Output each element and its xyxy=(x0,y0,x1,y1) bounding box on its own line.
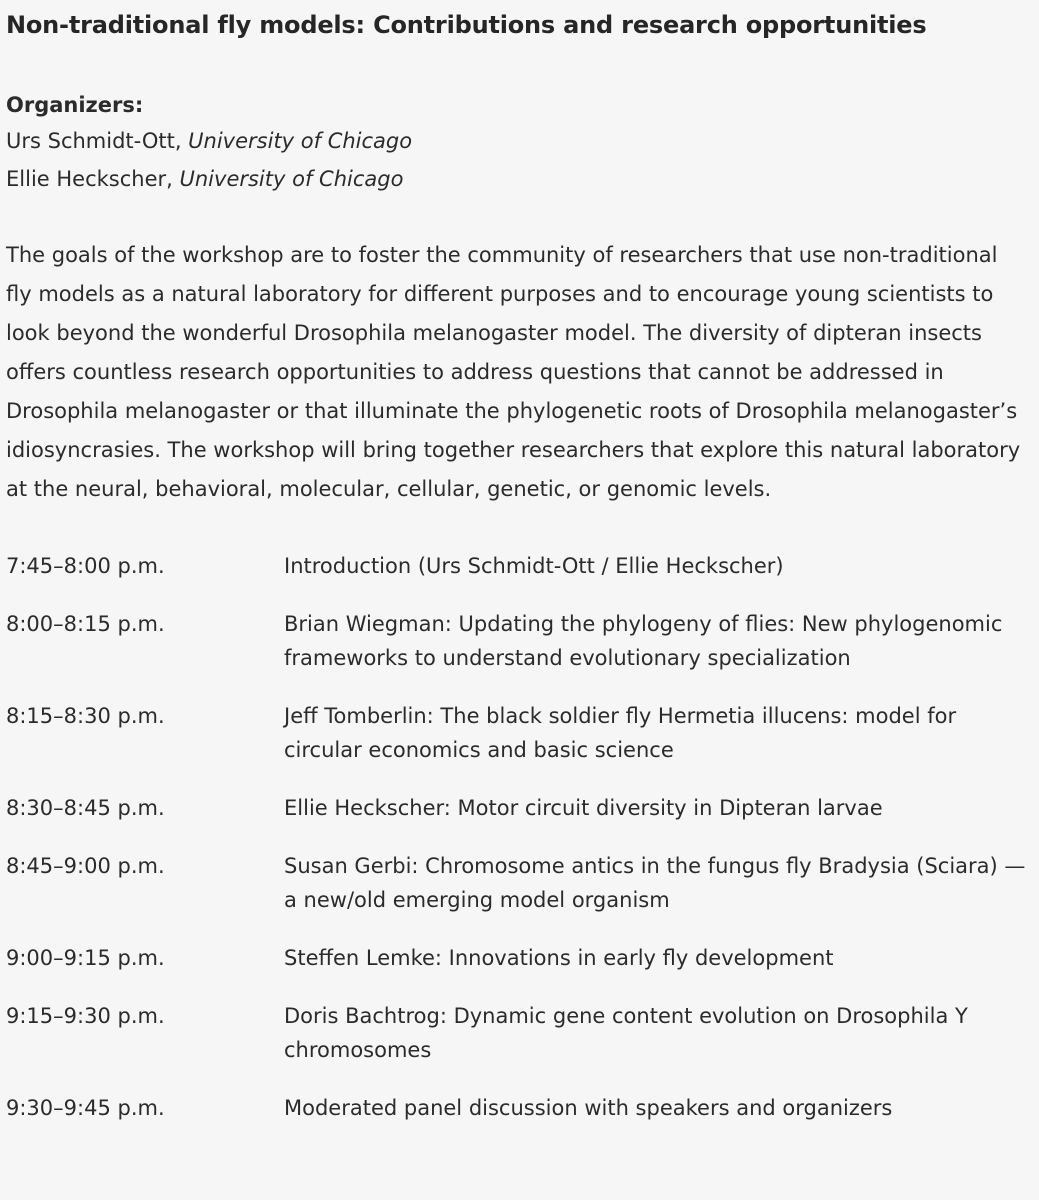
schedule-talk: Jeff Tomberlin: The black soldier fly Hermetia illucens: model for circular economics and basic science xyxy=(284,704,957,762)
schedule-time: 9:00–9:15 p.m. xyxy=(6,946,165,970)
organizers-section xyxy=(6,88,1033,198)
schedule-row xyxy=(6,1091,1033,1125)
workshop-description: The goals of the workshop are to foster the community of researchers that use non-traditional fly models as a natural laboratory for different purposes and to encourage young scientists to look beyond the wonderful Drosophila melanogaster model. The diversity of dipteran insects offers countless research opportunities to address questions that cannot be addressed in Drosophila melanogaster or that illuminate the phylogenetic roots of Drosophila melanogaster’s idiosyncrasies. The workshop will bring together researchers that explore this natural laboratory at the neural, behavioral, molecular, cellular, genetic, or genomic levels. xyxy=(6,243,1021,501)
schedule-time: 8:00–8:15 p.m. xyxy=(6,612,165,636)
organizer xyxy=(6,160,1033,198)
organizer-affiliation: University of Chicago xyxy=(179,167,404,191)
schedule-talk: Brian Wiegman: Updating the phylogeny of flies: New phylogenomic frameworks to understand evolutionary specialization xyxy=(284,612,1003,670)
schedule-talk: Susan Gerbi: Chromosome antics in the fungus fly Bradysia (Sciara) — a new/old emerging model organism xyxy=(284,854,1026,912)
schedule-row xyxy=(6,699,1033,767)
schedule-row xyxy=(6,549,1033,583)
schedule-time: 8:15–8:30 p.m. xyxy=(6,704,165,728)
schedule-row xyxy=(6,849,1033,917)
schedule-time: 8:45–9:00 p.m. xyxy=(6,854,165,878)
schedule-talk: Doris Bachtrog: Dynamic gene content evolution on Drosophila Y chromosomes xyxy=(284,1004,968,1062)
schedule-time: 8:30–8:45 p.m. xyxy=(6,796,165,820)
schedule-time: 9:15–9:30 p.m. xyxy=(6,1004,165,1028)
organizer xyxy=(6,122,1033,160)
schedule-talk: Moderated panel discussion with speakers and organizers xyxy=(284,1096,893,1120)
organizer-name: Ellie Heckscher, xyxy=(6,167,180,191)
schedule-talk: Ellie Heckscher: Motor circuit diversity in Dipteran larvae xyxy=(284,796,883,820)
schedule-row xyxy=(6,941,1033,975)
schedule-talk: Introduction (Urs Schmidt-Ott / Ellie Heckscher) xyxy=(284,554,784,578)
organizers-heading: Organizers: xyxy=(6,93,144,117)
schedule xyxy=(6,549,1033,1125)
schedule-row xyxy=(6,791,1033,825)
schedule-time: 9:30–9:45 p.m. xyxy=(6,1096,165,1120)
organizer-affiliation: University of Chicago xyxy=(188,129,413,153)
schedule-time: 7:45–8:00 p.m. xyxy=(6,554,165,578)
schedule-row xyxy=(6,999,1033,1067)
organizer-name: Urs Schmidt-Ott, xyxy=(6,129,189,153)
page-title: Non-traditional fly models: Contributions and research opportunities xyxy=(6,11,927,39)
schedule-talk: Steffen Lemke: Innovations in early fly development xyxy=(284,946,834,970)
schedule-row xyxy=(6,607,1033,675)
